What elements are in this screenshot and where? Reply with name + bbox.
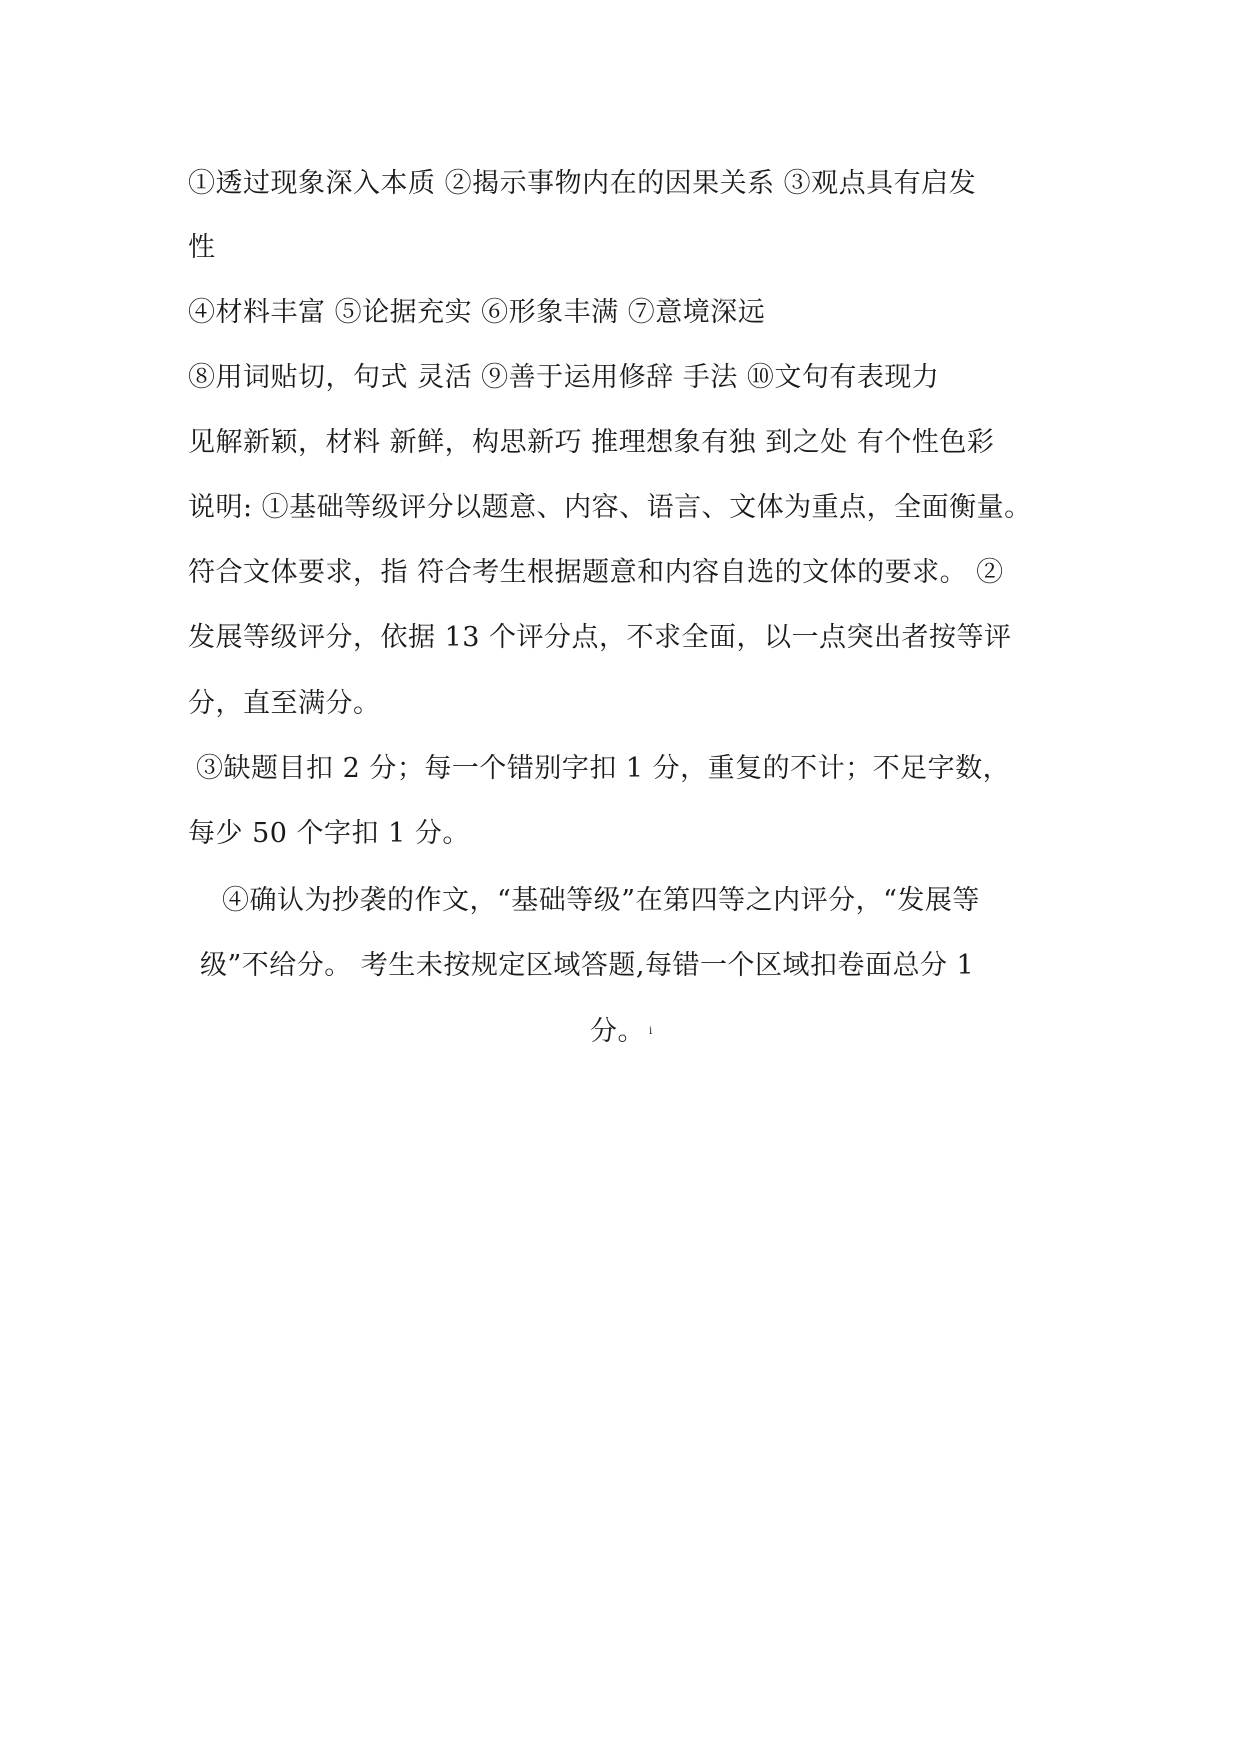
text-line-6: 说明: ①基础等级评分以题意、内容、语言、文体为重点，全面衡量。 (188, 492, 1032, 523)
text-line-10: ③缺题目扣 2 分；每一个错别字扣 1 分，重复的不计；不足字数， (196, 753, 1011, 784)
text-line-2: 性 (188, 232, 216, 263)
text-line-5: 见解新颖，材料 新鲜，构思新巧 推理想象有独 到之处 有个性色彩 (188, 427, 995, 458)
text-line-8: 发展等级评分，依据 13 个评分点，不求全面，以一点突出者按等评 (188, 622, 1012, 653)
text-line-13: 级”不给分。 考生未按规定区域答题,每错一个区域扣卷面总分 1 (200, 950, 975, 981)
text-line-4: ⑧用词贴切，句式 灵活 ⑨善于运用修辞 手法 ⑩文句有表现力 (188, 362, 940, 393)
text-line-12: ④确认为抄袭的作文，“基础等级”在第四等之内评分，“发展等 (222, 885, 980, 916)
text-line-9: 分，直至满分。 (188, 688, 381, 719)
footnote-mark: ⅰ (649, 1026, 653, 1037)
closing-text: 分。 (590, 1016, 645, 1047)
text-line-1: ①透过现象深入本质 ②揭示事物内在的因果关系 ③观点具有启发 (188, 168, 977, 199)
text-line-7: 符合文体要求，指 符合考生根据题意和内容自选的文体的要求。 ② (188, 557, 1004, 588)
text-line-11: 每少 50 个字扣 1 分。 (188, 818, 470, 849)
text-line-14 (590, 1014, 653, 1050)
text-line-3: ④材料丰富 ⑤论据充实 ⑥形象丰满 ⑦意境深远 (188, 297, 766, 328)
